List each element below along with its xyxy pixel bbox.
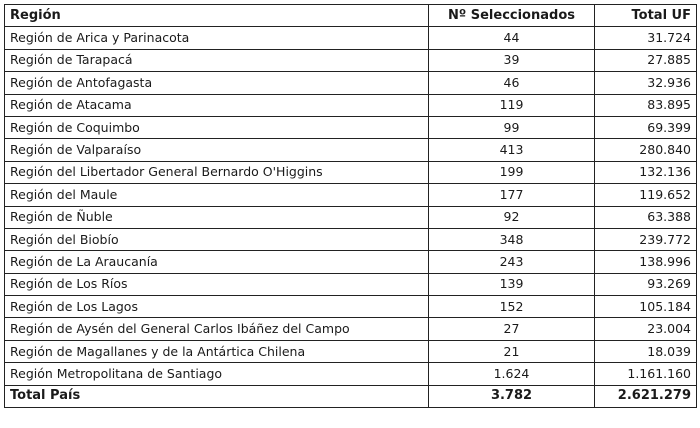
row-selected-count: 27	[429, 318, 595, 340]
row-total-uf: 93.269	[595, 273, 697, 295]
table-row	[5, 318, 697, 340]
table-row	[5, 184, 697, 206]
row-total-uf: 280.840	[595, 139, 697, 161]
table-row	[5, 363, 697, 385]
row-selected-count: 92	[429, 206, 595, 228]
row-region: Región de Los Lagos	[5, 296, 429, 318]
row-region: Región de La Araucanía	[5, 251, 429, 273]
row-region: Región del Libertador General Bernardo O'Higgins	[5, 161, 429, 183]
table-row	[5, 72, 697, 94]
row-total-uf: 23.004	[595, 318, 697, 340]
row-region: Región de Atacama	[5, 94, 429, 116]
row-selected-count: 199	[429, 161, 595, 183]
row-region: Región del Biobío	[5, 228, 429, 250]
row-total-uf: 1.161.160	[595, 363, 697, 385]
row-region: Región de Coquimbo	[5, 116, 429, 138]
row-selected-count: 21	[429, 340, 595, 362]
regional-summary-table	[4, 4, 697, 408]
row-region: Región de Los Ríos	[5, 273, 429, 295]
table-row	[5, 296, 697, 318]
row-selected-count: 152	[429, 296, 595, 318]
row-selected-count: 39	[429, 49, 595, 71]
row-total-uf: 18.039	[595, 340, 697, 362]
row-region: Región de Antofagasta	[5, 72, 429, 94]
row-selected-count: 1.624	[429, 363, 595, 385]
table-row	[5, 116, 697, 138]
table-row	[5, 49, 697, 71]
row-total-uf: 132.136	[595, 161, 697, 183]
row-region: Región de Tarapacá	[5, 49, 429, 71]
row-selected-count: 348	[429, 228, 595, 250]
table-row	[5, 273, 697, 295]
row-total-uf: 119.652	[595, 184, 697, 206]
row-region: Región de Valparaíso	[5, 139, 429, 161]
table-total-row	[5, 385, 697, 407]
total-uf: 2.621.279	[595, 385, 697, 407]
row-region: Región Metropolitana de Santiago	[5, 363, 429, 385]
row-selected-count: 46	[429, 72, 595, 94]
table-row	[5, 206, 697, 228]
table-row	[5, 94, 697, 116]
total-selected-count: 3.782	[429, 385, 595, 407]
row-total-uf: 63.388	[595, 206, 697, 228]
row-selected-count: 99	[429, 116, 595, 138]
table-row	[5, 161, 697, 183]
row-total-uf: 69.399	[595, 116, 697, 138]
table-row	[5, 251, 697, 273]
header-selected-count: Nº Seleccionados	[429, 5, 595, 27]
row-selected-count: 413	[429, 139, 595, 161]
row-region: Región de Magallanes y de la Antártica Chilena	[5, 340, 429, 362]
row-total-uf: 31.724	[595, 27, 697, 49]
table-row	[5, 340, 697, 362]
row-total-uf: 83.895	[595, 94, 697, 116]
row-selected-count: 44	[429, 27, 595, 49]
row-selected-count: 119	[429, 94, 595, 116]
table-row	[5, 228, 697, 250]
table-row	[5, 139, 697, 161]
total-label: Total País	[5, 385, 429, 407]
header-total-uf: Total UF	[595, 5, 697, 27]
header-region: Región	[5, 5, 429, 27]
table-body	[5, 27, 697, 385]
row-selected-count: 243	[429, 251, 595, 273]
table-row	[5, 27, 697, 49]
row-selected-count: 177	[429, 184, 595, 206]
row-total-uf: 32.936	[595, 72, 697, 94]
row-selected-count: 139	[429, 273, 595, 295]
row-region: Región de Ñuble	[5, 206, 429, 228]
row-total-uf: 27.885	[595, 49, 697, 71]
row-total-uf: 239.772	[595, 228, 697, 250]
row-total-uf: 138.996	[595, 251, 697, 273]
row-region: Región de Aysén del General Carlos Ibáñez del Campo	[5, 318, 429, 340]
regional-summary-table-container	[4, 4, 696, 408]
row-region: Región de Arica y Parinacota	[5, 27, 429, 49]
row-total-uf: 105.184	[595, 296, 697, 318]
table-header-row	[5, 5, 697, 27]
row-region: Región del Maule	[5, 184, 429, 206]
